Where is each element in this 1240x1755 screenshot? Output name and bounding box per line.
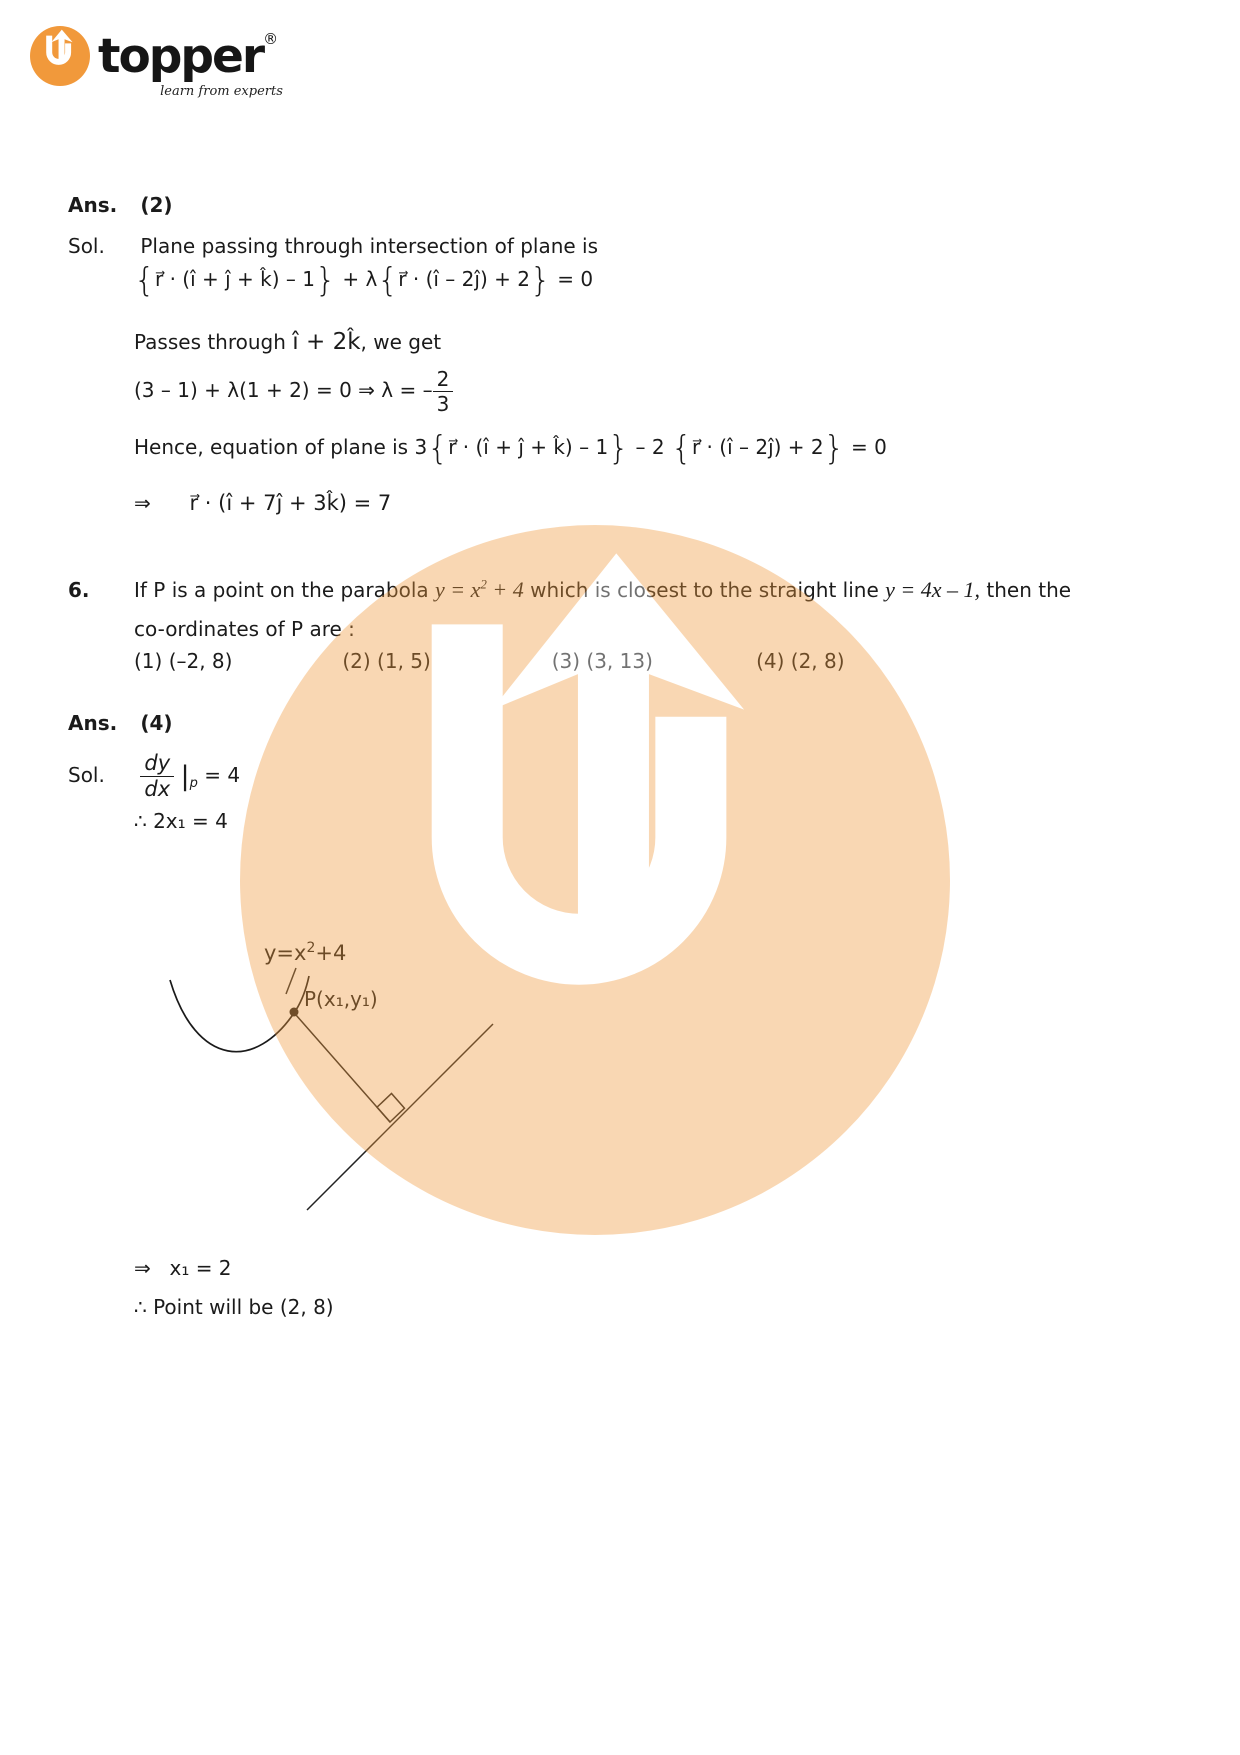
utopper-logo	[30, 26, 283, 99]
logo-tagline: learn from experts	[160, 84, 283, 99]
sol-label: Sol.	[68, 234, 105, 258]
question-6: 6. If P is a point on the parabola $y = x^2 + 4$ which is closest to the straight line y = 4x – 1, then the	[68, 576, 1072, 602]
equation-lambda: (3 – 1) + λ(1 + 2) = 0 ⇒ λ = – $\frac{2}{3}$	[134, 368, 453, 415]
point-P-dot	[290, 1008, 299, 1017]
registered-mark: ®	[263, 30, 279, 48]
options-row	[134, 648, 845, 674]
question-number: 6.	[68, 578, 90, 602]
solution-6-step1: ∴ 2x₁ = 4	[134, 809, 228, 833]
option-4: (4) (2, 8)	[756, 649, 845, 673]
point-P-label: P(x₁,y₁)	[304, 987, 378, 1011]
parabola-distance-figure	[148, 922, 518, 1222]
solution-6-step3: ∴ Point will be (2, 8)	[134, 1295, 334, 1319]
option-3: (3) (3, 13)	[551, 649, 653, 673]
utopper-logo-mark-icon	[30, 26, 90, 86]
question-6-line2: co-ordinates of P are :	[134, 617, 355, 641]
right-angle-marker	[377, 1094, 405, 1123]
derivative-fraction: $\frac{dy}{dx}$	[140, 752, 174, 801]
curve-label: $y=x^2+4$	[264, 940, 347, 965]
solution-6-derivative-row: Sol. $\frac{dy}{dx}$ $|_p = 4$	[68, 751, 241, 802]
option-2: (2) (1, 5)	[342, 649, 431, 673]
solution-5-intro: Plane passing through intersection of plane is	[140, 234, 599, 258]
logo-brand-text: topper®	[98, 29, 279, 84]
fraction-two-thirds: $\frac{2}{3}$	[433, 368, 454, 415]
solution-5-intro-row	[68, 233, 598, 259]
label-pointer-line	[286, 968, 296, 994]
ans-6-value: (4)	[140, 711, 173, 735]
answer-5-row	[68, 192, 173, 218]
evaluated-at-bar: |	[180, 761, 190, 793]
ans-5-value: (2)	[140, 193, 173, 217]
math-parabola: $y = x^2 + 4$	[435, 576, 524, 602]
ans-label: Ans.	[68, 193, 118, 217]
final-plane-equation: ⇒ r⃗ · (î + 7ĵ + 3k̂) = 7	[134, 491, 392, 515]
watermark-arrow-icon	[492, 553, 744, 951]
ans-label: Ans.	[68, 711, 118, 735]
straight-line	[307, 1024, 493, 1210]
sol-label: Sol.	[68, 763, 105, 788]
math-line: y = 4x – 1,	[885, 577, 981, 602]
answer-6-row	[68, 710, 173, 736]
perpendicular-segment	[296, 1015, 390, 1122]
equation-family-of-planes: {r⃗ · (î + ĵ + k̂) – 1} + λ{r⃗ · (î – 2ĵ) + 2} = 0	[134, 260, 594, 299]
option-1: (1) (–2, 8)	[134, 649, 233, 673]
passes-through-line: Passes through î + 2k̂, we get	[134, 329, 442, 355]
solution-6-step2: ⇒ x₁ = 2	[134, 1256, 232, 1280]
hence-equation-row: Hence, equation of plane is 3{r⃗ · (î + ĵ + k̂) – 1} – 2 {r⃗ · (î – 2ĵ) + 2} = 0	[134, 428, 887, 467]
point-i-plus-2k: î + 2k̂	[292, 329, 361, 355]
